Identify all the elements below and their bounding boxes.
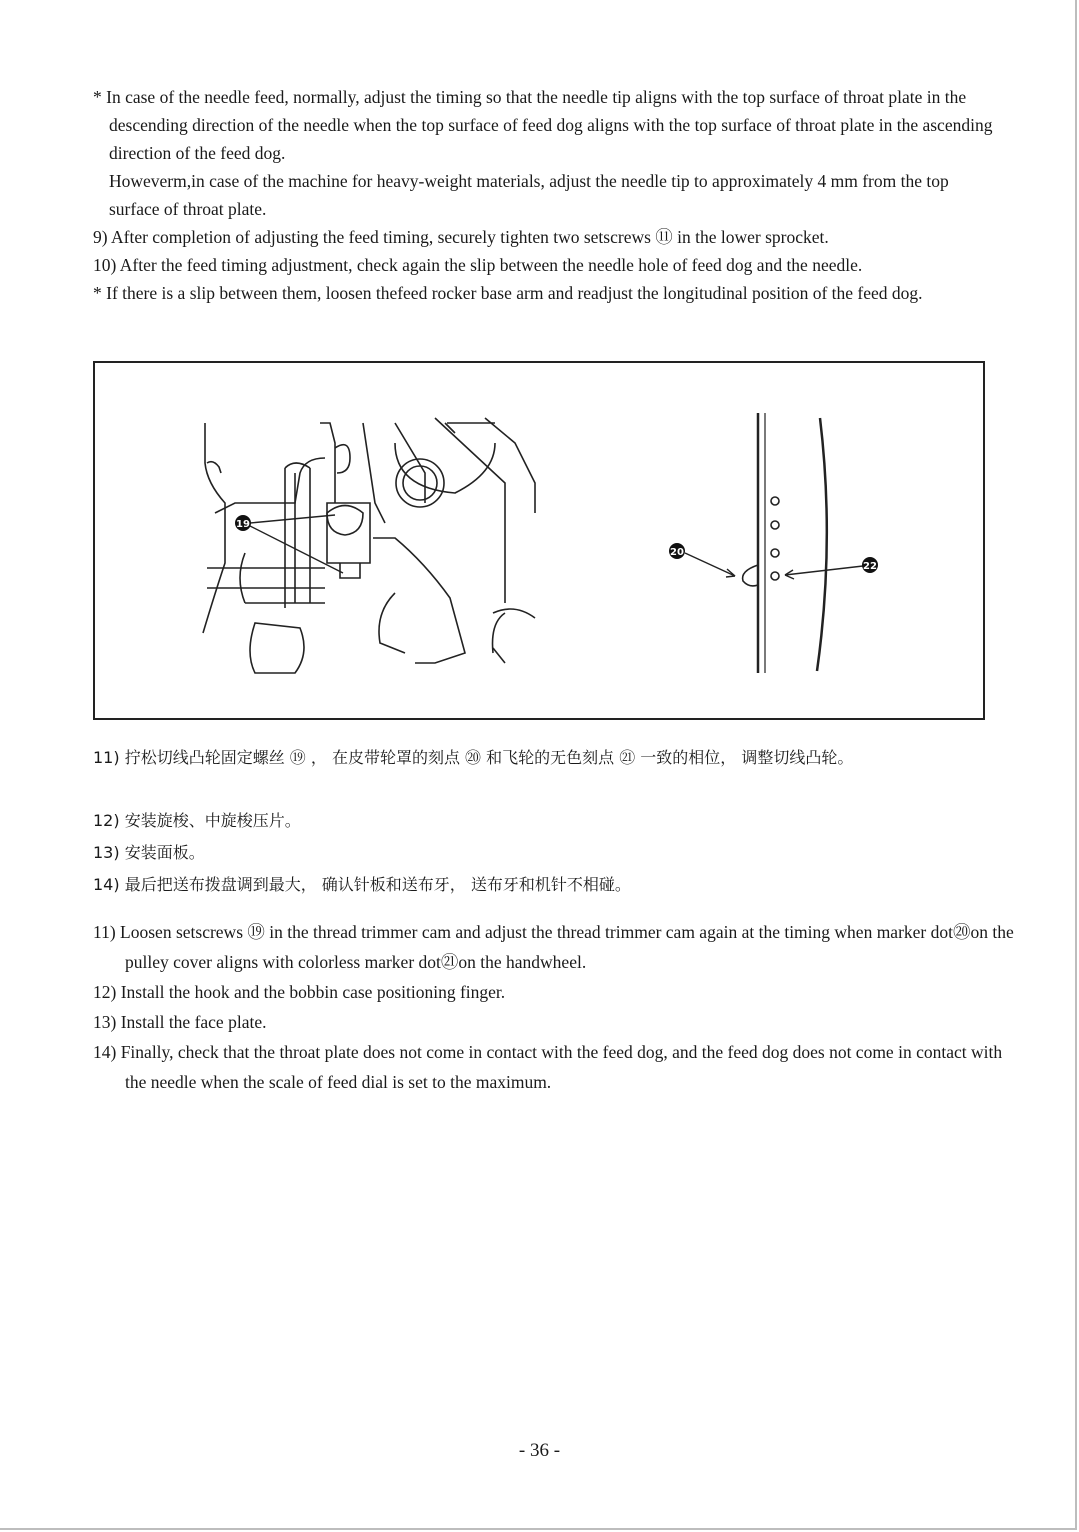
en-step-14: 14) Finally, check that the throat plate does not come in contact with the feed dog, and the feed dog does not come in contact with the needle when the scale of feed dial is set to the maximum. — [93, 1042, 1003, 1092]
pulley-handwheel-drawing — [685, 413, 863, 673]
figure-illustration — [93, 361, 985, 720]
figure-drawing — [95, 363, 983, 718]
cn-step-14: 14) 最后把送布拨盘调到最大， 确认针板和送布牙， 送布牙和机针不相碰。 — [93, 875, 631, 894]
callout-22-label: 22 — [863, 561, 877, 572]
note-heavy-weight: Howeverm,in case of the machine for heavy-weight materials, adjust the needle tip to approximately 4 mm from the top surface of throat plate. — [109, 171, 949, 219]
page-number: - 36 - — [518, 1440, 561, 1461]
cn-step-13: 13) 安装面板。 — [93, 843, 205, 862]
step-10: 10) After the feed timing adjustment, check again the slip between the needle hole of feed dog and the needle. — [93, 255, 863, 275]
note-needle-feed: * In case of the needle feed, normally, adjust the timing so that the needle tip aligns with the top surface of throat plate in the descending direction of the needle when the top surface of feed dog aligns with the top surface of throat plate in the ascending direction of the feed dog. — [93, 87, 993, 163]
note-slip: * If there is a slip between them, loosen thefeed rocker base arm and readjust the longitudinal position of the feed dog. — [93, 283, 923, 303]
thread-trimmer-cam-drawing — [203, 418, 535, 673]
en-step-13: 13) Install the face plate. — [93, 1012, 267, 1032]
callout-19-label: 19 — [236, 519, 250, 530]
callout-20-label: 20 — [670, 547, 684, 558]
cn-step-12: 12) 安装旋梭、中旋梭压片。 — [93, 811, 301, 830]
en-step-12: 12) Install the hook and the bobbin case positioning finger. — [93, 982, 506, 1002]
cn-step-11: 11) 拧松切线凸轮固定螺丝 ⑲ ， 在皮带轮罩的刻点 ⑳ 和飞轮的无色刻点 ㉑ 一致的相位， 调整切线凸轮。 — [93, 748, 854, 767]
step-9: 9) After completion of adjusting the feed timing, securely tighten two setscrews ⑪ in the lower sprocket. — [93, 227, 829, 247]
en-step-11: 11) Loosen setscrews ⑲ in the thread trimmer cam and adjust the thread trimmer cam again at the timing when marker dot⑳on the pulley cover aligns with colorless marker dot㉑on the handwheel. — [93, 922, 1014, 972]
